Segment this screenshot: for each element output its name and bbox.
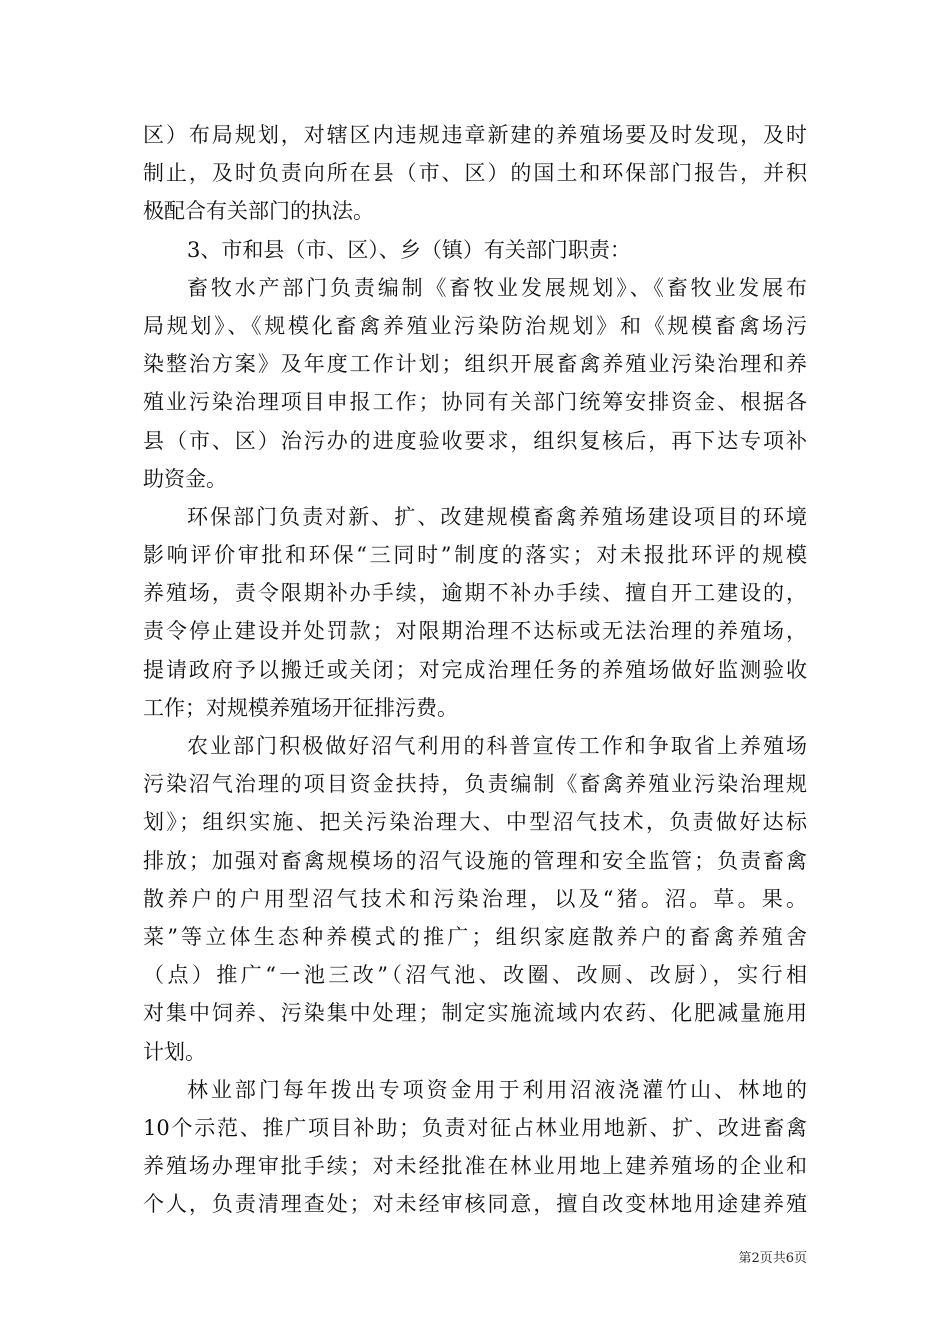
text-line: 极配合有关部门的执法。 [143, 199, 374, 224]
text-line: （点）推广“一池三改”（沼气池、改圈、改厕、改厨），实行相 [143, 963, 807, 988]
text-line: 个人，负责清理查处；对未经审核同意，擅自改变林地用途建养殖 [143, 1192, 807, 1217]
text-line: 县（市、区）治污办的进度验收要求，组织复核后，再下达专项补 [143, 428, 807, 453]
text-line: 工作；对规模养殖场开征排污费。 [143, 695, 458, 720]
text-line: 提请政府予以搬迁或关闭；对完成治理任务的养殖场做好监测验收 [143, 657, 807, 682]
text-line: 散养户的户用型沼气技术和污染治理，以及“猪。沼。草。果。 [143, 886, 807, 911]
text-line: 染整治方案》及年度工作计划；组织开展畜禽养殖业污染治理和养 [143, 352, 807, 377]
text-line: 排放；加强对畜禽规模场的沼气设施的管理和安全监管；负责畜禽 [143, 848, 807, 873]
text-line: 污染沼气治理的项目资金扶持，负责编制《畜禽养殖业污染治理规 [143, 772, 807, 797]
page-number: 第2页共6页 [738, 1251, 807, 1266]
text-line: 责令停止建设并处罚款；对限期治理不达标或无法治理的养殖场， [143, 619, 807, 644]
text-line: 区）布局规划，对辖区内违规违章新建的养殖场要及时发现，及时 [143, 123, 807, 147]
text-line: 划》；组织实施、把关污染治理大、中型沼气技术，负责做好达标 [143, 810, 807, 835]
text-line: 3、市和县（市、区）、乡（镇）有关部门职责： [187, 237, 631, 262]
text-line: 养殖场，责令限期补办手续，逾期不补办手续、擅自开工建设的， [143, 581, 807, 606]
text-line: 林业部门每年拨出专项资金用于利用沼液浇灌竹山、林地的 [187, 1077, 807, 1102]
text-line: 环保部门负责对新、扩、改建规模畜禽养殖场建设项目的环境 [187, 504, 807, 529]
text-line: 养殖场办理审批手续；对未经批准在林业用地上建养殖场的企业和 [143, 1154, 807, 1179]
text-line: 农业部门积极做好沼气利用的科普宣传工作和争取省上养殖场 [187, 734, 807, 758]
text-line: 影响评价审批和环保“三同时”制度的落实；对未报批环评的规模 [143, 543, 807, 568]
text-line: 10个示范、推广项目补助；负责对征占林业用地新、扩、改进畜禽 [143, 1115, 807, 1140]
text-line: 畜牧水产部门负责编制《畜牧业发展规划》、《畜牧业发展布 [187, 275, 807, 300]
text-line: 制止，及时负责向所在县（市、区）的国土和环保部门报告，并积 [143, 161, 807, 186]
page-body [143, 116, 807, 1223]
text-line: 助资金。 [143, 466, 227, 491]
text-line: 殖业污染治理项目申报工作；协同有关部门统筹安排资金、根据各 [143, 390, 807, 415]
text-line: 计划。 [143, 1039, 206, 1064]
text-line: 局规划》、《规模化畜禽养殖业污染防治规划》和《规模畜禽场污 [143, 313, 807, 338]
text-line: 对集中饲养、污染集中处理；制定实施流域内农药、化肥减量施用 [143, 1001, 807, 1026]
text-line: 菜”等立体生态种养模式的推广；组织家庭散养户的畜禽养殖舍 [143, 924, 807, 949]
